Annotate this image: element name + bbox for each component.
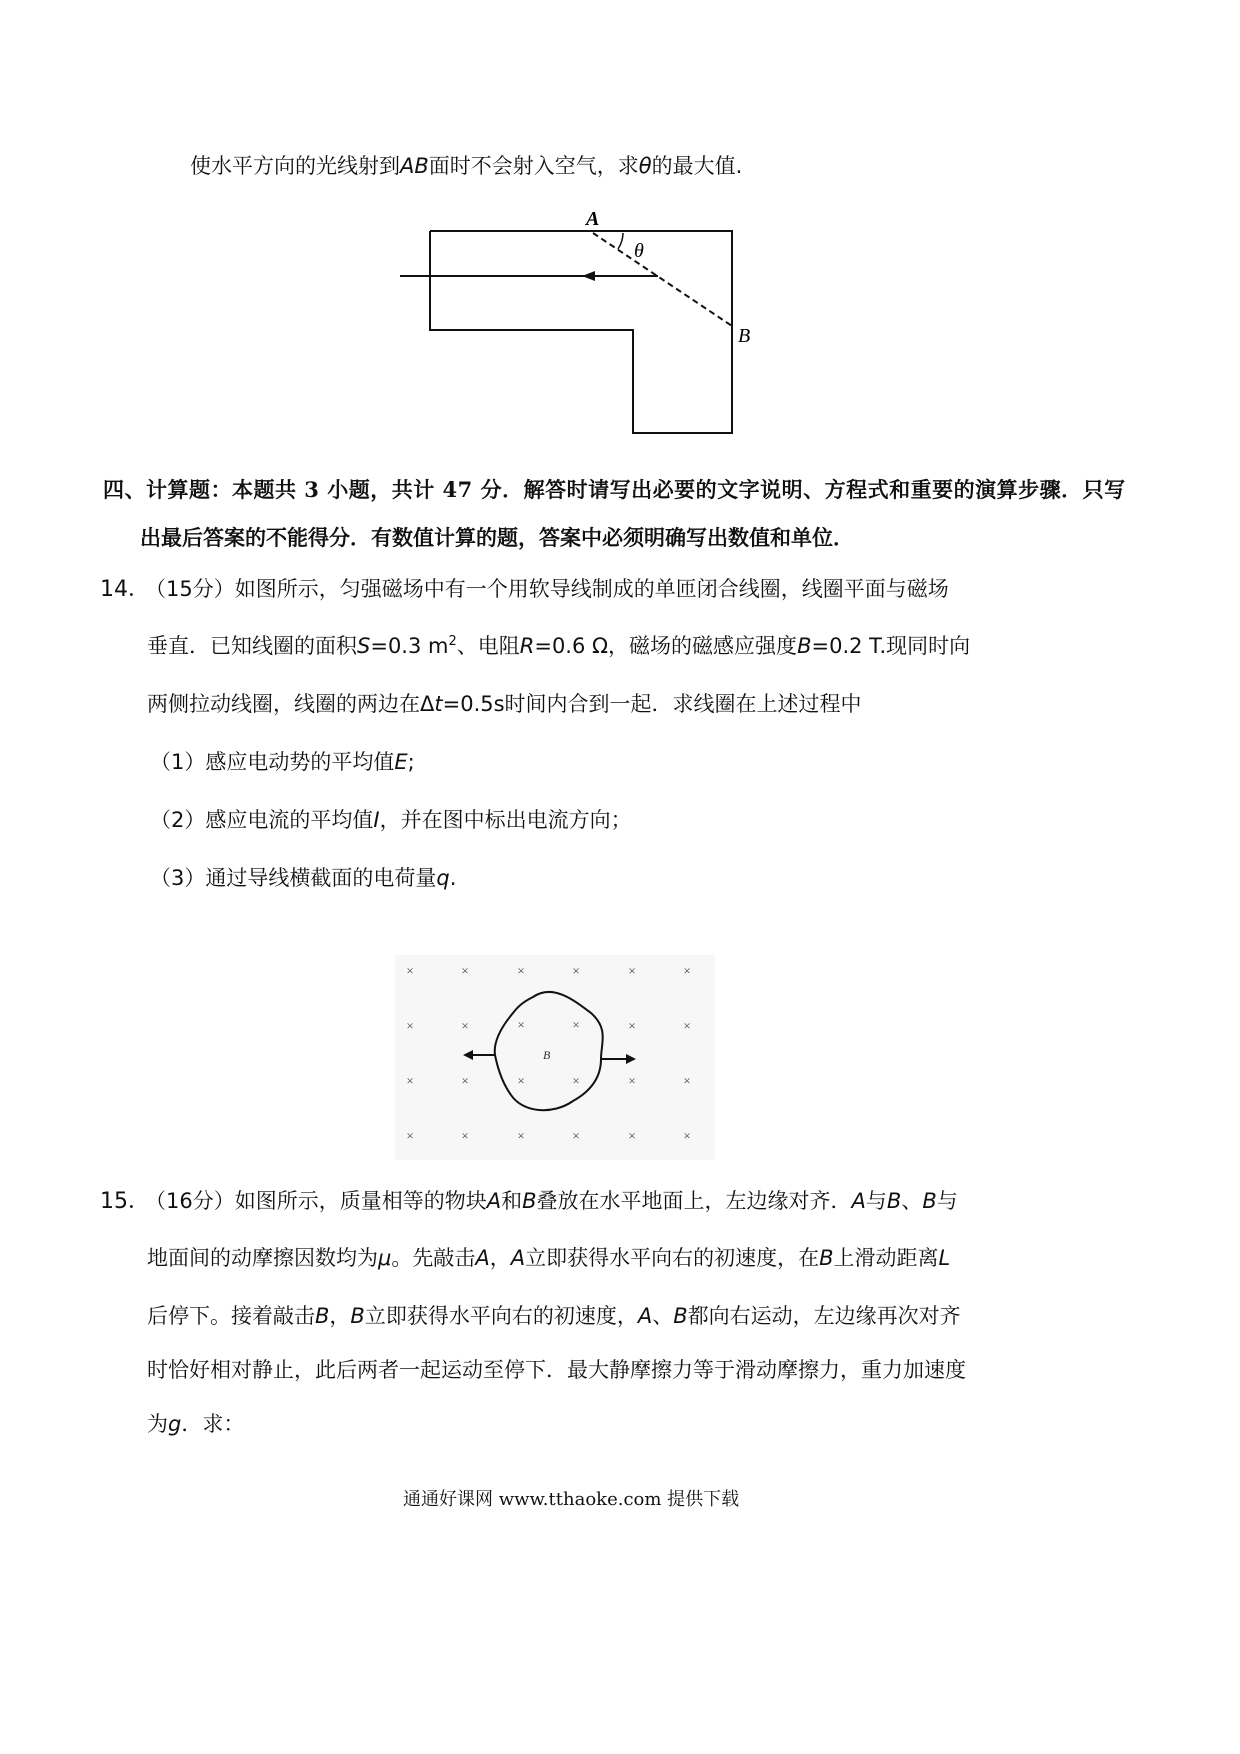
coil-figure <box>395 955 715 1160</box>
text: ， <box>489 1246 511 1270</box>
label-a: A <box>586 208 600 230</box>
text: （1）感应电动势的平均值 <box>150 750 395 774</box>
var-s: S <box>357 634 371 658</box>
field-cross-mark: × <box>406 1018 414 1033</box>
field-cross-mark: × <box>517 1128 525 1143</box>
text: 立即获得水平向右的初速度，在 <box>525 1246 820 1270</box>
field-cross-mark: × <box>461 963 469 978</box>
text: 、 <box>901 1189 923 1213</box>
var-b: B <box>350 1304 365 1328</box>
text: 两侧拉动线圈，线圈的两边在Δ <box>147 692 435 716</box>
q14-sub-3 <box>150 862 456 892</box>
field-cross-mark: × <box>628 1073 636 1088</box>
section-4-line-2: 出最后答案的不能得分．有数值计算的题，答案中必须明确写出数值和单位． <box>140 525 854 550</box>
ab-dashed-line <box>593 233 732 326</box>
var-a: A <box>486 1189 502 1213</box>
label-b: B <box>738 325 750 347</box>
q14-line-2 <box>147 630 970 660</box>
prism-outline <box>430 231 732 433</box>
text: 上滑动距离 <box>833 1246 939 1270</box>
text: （2）感应电流的平均值 <box>150 808 374 832</box>
var-i: I <box>373 808 380 832</box>
text: ．求： <box>181 1412 245 1436</box>
figure-background <box>395 955 715 1160</box>
field-cross-mark: × <box>461 1073 469 1088</box>
var-r: R <box>519 634 535 658</box>
q15-line-1 <box>100 1184 958 1215</box>
q14-sub-1 <box>150 746 415 776</box>
field-cross-mark: × <box>572 1128 580 1143</box>
field-cross-mark: × <box>461 1128 469 1143</box>
text: 立即获得水平向右的初速度， <box>364 1304 638 1328</box>
text: . <box>449 866 457 890</box>
field-cross-mark: × <box>683 963 691 978</box>
q14-sub-2 <box>150 804 632 834</box>
var-theta: θ <box>638 154 652 178</box>
superscript: 2 <box>448 634 457 649</box>
var-a: A <box>475 1246 490 1270</box>
text: ; <box>407 750 415 774</box>
text: 与 <box>936 1189 958 1213</box>
var-b: B <box>522 1189 537 1213</box>
var-mu: μ <box>378 1246 392 1270</box>
text: ， <box>329 1304 351 1328</box>
q15-line-3 <box>147 1300 961 1330</box>
text: 使水平方向的光线射到 <box>190 154 400 178</box>
text: （3）通过导线横截面的电荷量 <box>150 866 437 890</box>
text: 地面间的动摩擦因数均为 <box>147 1246 378 1270</box>
field-cross-mark: × <box>406 963 414 978</box>
text: 与 <box>865 1189 887 1213</box>
text: ，并在图中标出电流方向； <box>379 808 632 832</box>
q14-line-3 <box>147 688 862 718</box>
page-footer: 通通好课网 www.tthaoke.com 提供下载 <box>403 1489 740 1510</box>
var-t: t <box>434 692 443 716</box>
text: 和 <box>501 1189 523 1213</box>
text: 、 <box>652 1304 674 1328</box>
field-cross-mark: × <box>683 1018 691 1033</box>
text: 为 <box>147 1412 168 1436</box>
text: 都向右运动，左边缘再次对齐 <box>687 1304 961 1328</box>
q14-line-1 <box>100 572 949 603</box>
field-cross-mark: × <box>683 1128 691 1143</box>
question-number: 15． <box>100 1189 150 1214</box>
field-cross-mark: × <box>628 1128 636 1143</box>
field-cross-mark: × <box>572 963 580 978</box>
text: 后停下。接着敲击 <box>147 1304 315 1328</box>
section-4-line-1: 四、计算题：本题共 3 小题，共计 47 分．解答时请写出必要的文字说明、方程式和重要的演算步骤．只写 <box>103 477 1126 502</box>
field-label-b: B <box>543 1048 551 1062</box>
text: 。先敲击 <box>391 1246 476 1270</box>
var-g: g <box>168 1412 182 1436</box>
var-b: B <box>886 1189 902 1213</box>
field-cross-mark: × <box>461 1018 469 1033</box>
q13-tail-line <box>190 150 742 180</box>
var-b: B <box>673 1304 688 1328</box>
field-cross-mark: × <box>628 1018 636 1033</box>
field-cross-mark: × <box>517 963 525 978</box>
field-cross-mark: × <box>406 1128 414 1143</box>
theta-arc <box>618 233 623 249</box>
var-a: A <box>637 1304 653 1328</box>
field-cross-mark: × <box>572 1073 580 1088</box>
var-b: B <box>819 1246 834 1270</box>
text: =0.5s时间内合到一起．求线圈在上述过程中 <box>442 692 862 716</box>
var-b: B <box>315 1304 330 1328</box>
text: 的最大值. <box>651 154 743 178</box>
text: 垂直．已知线圈的面积 <box>147 634 357 658</box>
q15-line-2 <box>147 1242 950 1272</box>
var-l: L <box>938 1246 951 1270</box>
var-e: E <box>394 750 408 774</box>
prism-figure <box>390 200 750 440</box>
text: 面时不会射入空气，求 <box>428 154 639 178</box>
field-cross-mark: × <box>517 1017 525 1032</box>
field-cross-mark: × <box>572 1017 580 1032</box>
var-a: A <box>510 1246 526 1270</box>
var-ab: AB <box>400 154 429 178</box>
text: 、电阻 <box>456 634 520 658</box>
var-a: A <box>851 1189 866 1213</box>
text: （16分）如图所示，质量相等的物块 <box>145 1189 487 1213</box>
q15-line-5 <box>147 1408 244 1438</box>
q15-line-4: 时恰好相对静止，此后两者一起运动至停下．最大静摩擦力等于滑动摩擦力，重力加速度 <box>147 1358 966 1382</box>
text: =0.6 Ω，磁场的磁感应强度 <box>534 634 798 658</box>
var-b: B <box>797 634 812 658</box>
ray-arrow-head <box>582 271 595 281</box>
var-q: q <box>436 866 450 890</box>
var-b: B <box>922 1189 937 1213</box>
label-theta: θ <box>634 240 644 262</box>
text: =0.3 m <box>370 634 449 658</box>
field-cross-mark: × <box>517 1073 525 1088</box>
text: =0.2 T.现同时向 <box>811 634 971 658</box>
field-cross-mark: × <box>683 1073 691 1088</box>
field-cross-mark: × <box>628 963 636 978</box>
text: 叠放在水平地面上，左边缘对齐． <box>536 1189 852 1213</box>
text: （15分）如图所示，匀强磁场中有一个用软导线制成的单匝闭合线圈，线圈平面与磁场 <box>145 577 949 601</box>
question-number: 14． <box>100 577 150 602</box>
field-cross-mark: × <box>406 1073 414 1088</box>
